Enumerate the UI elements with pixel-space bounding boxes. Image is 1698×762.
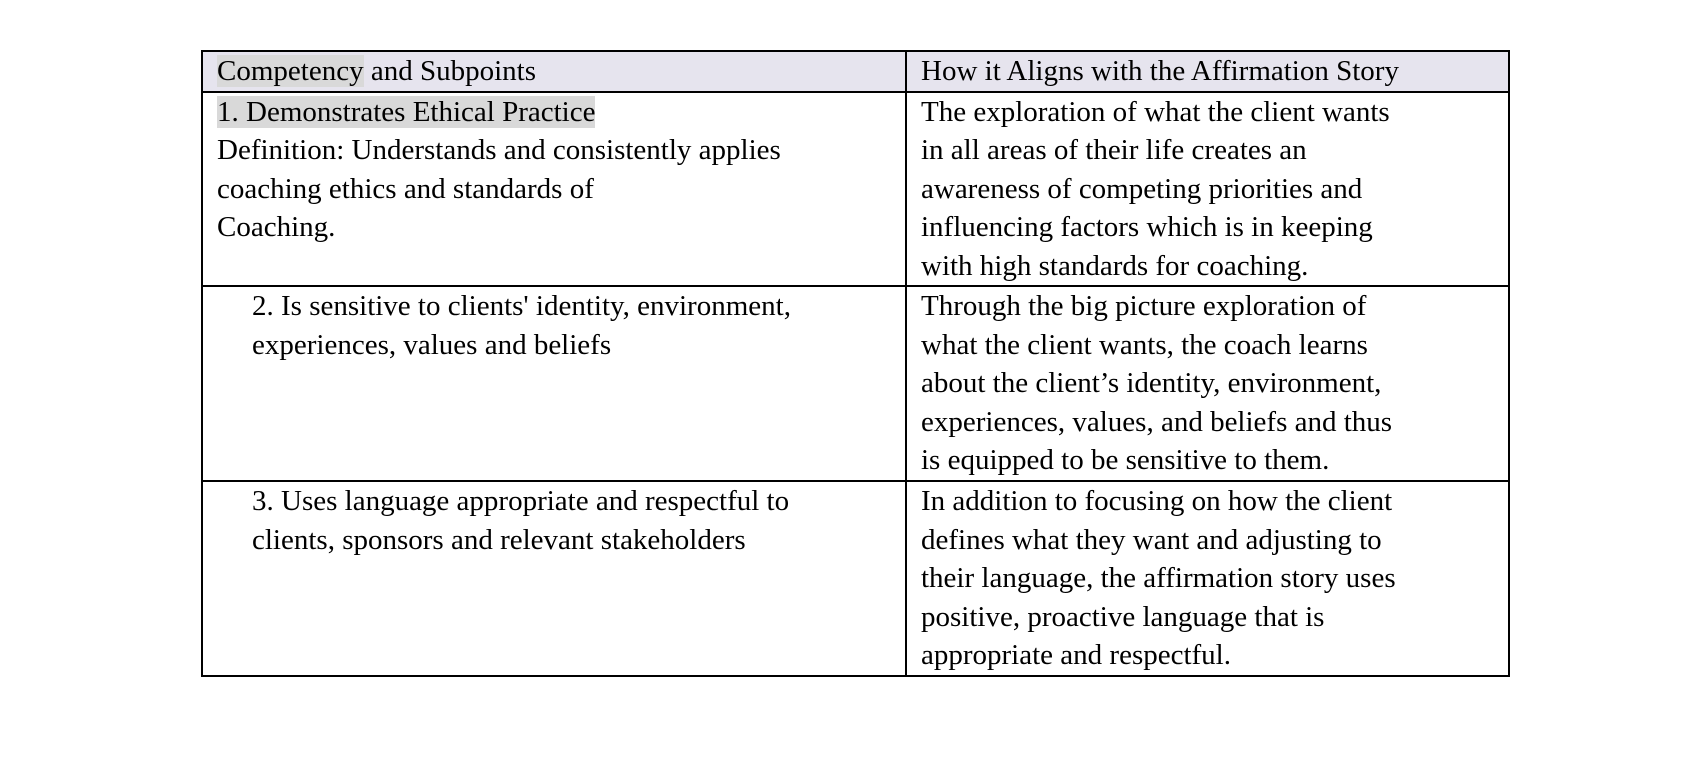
competency-title: 1. Demonstrates Ethical Practice (217, 95, 596, 128)
table-row (202, 92, 1509, 287)
alignment-line: is equipped to be sensitive to them. (921, 444, 1330, 476)
competency-cell (202, 286, 906, 481)
alignment-line: appropriate and respectful. (921, 639, 1231, 671)
competency-line: Definition: Understands and consistently applies (217, 134, 781, 166)
alignment-cell (906, 92, 1509, 287)
alignment-cell (906, 286, 1509, 481)
header-alignment-cell: How it Aligns with the Affirmation Story (906, 51, 1509, 92)
alignment-line: about the client’s identity, environment, (921, 367, 1382, 399)
competency-cell (202, 481, 906, 676)
alignment-line: The exploration of what the client wants (921, 95, 1390, 128)
alignment-line: experiences, values, and beliefs and thus (921, 405, 1393, 438)
competency-cell (202, 92, 906, 287)
competency-line: Coaching. (217, 211, 336, 243)
alignment-cell (906, 481, 1509, 676)
alignment-line: awareness of competing priorities and (921, 172, 1363, 205)
alignment-line: influencing factors which is in keeping (921, 211, 1373, 243)
header-competency-rest: and Subpoints (363, 55, 536, 87)
alignment-line: Through the big picture exploration of (921, 290, 1367, 322)
table-row (202, 286, 1509, 481)
competency-line: coaching ethics and standards of (217, 172, 594, 205)
alignment-line: their language, the affirmation story uses (921, 562, 1396, 594)
table-header-row (202, 51, 1509, 92)
alignment-line: in all areas of their life creates an (921, 134, 1307, 166)
competency-line: experiences, values and beliefs (252, 328, 612, 361)
alignment-line: with high standards for coaching. (921, 249, 1309, 282)
competency-line: 3. Uses language appropriate and respectful to (252, 485, 790, 517)
alignment-line: defines what they want and adjusting to (921, 523, 1382, 556)
alignment-line: In addition to focusing on how the client (921, 485, 1393, 517)
competency-table (201, 50, 1510, 677)
header-competency-highlight: Competency (217, 55, 364, 87)
competency-line: 2. Is sensitive to clients' identity, environment, (252, 290, 791, 322)
table-row (202, 481, 1509, 676)
alignment-line: positive, proactive language that is (921, 600, 1325, 633)
competency-line: clients, sponsors and relevant stakeholders (252, 523, 746, 556)
header-competency-cell (202, 51, 906, 92)
alignment-line: what the client wants, the coach learns (921, 328, 1368, 361)
